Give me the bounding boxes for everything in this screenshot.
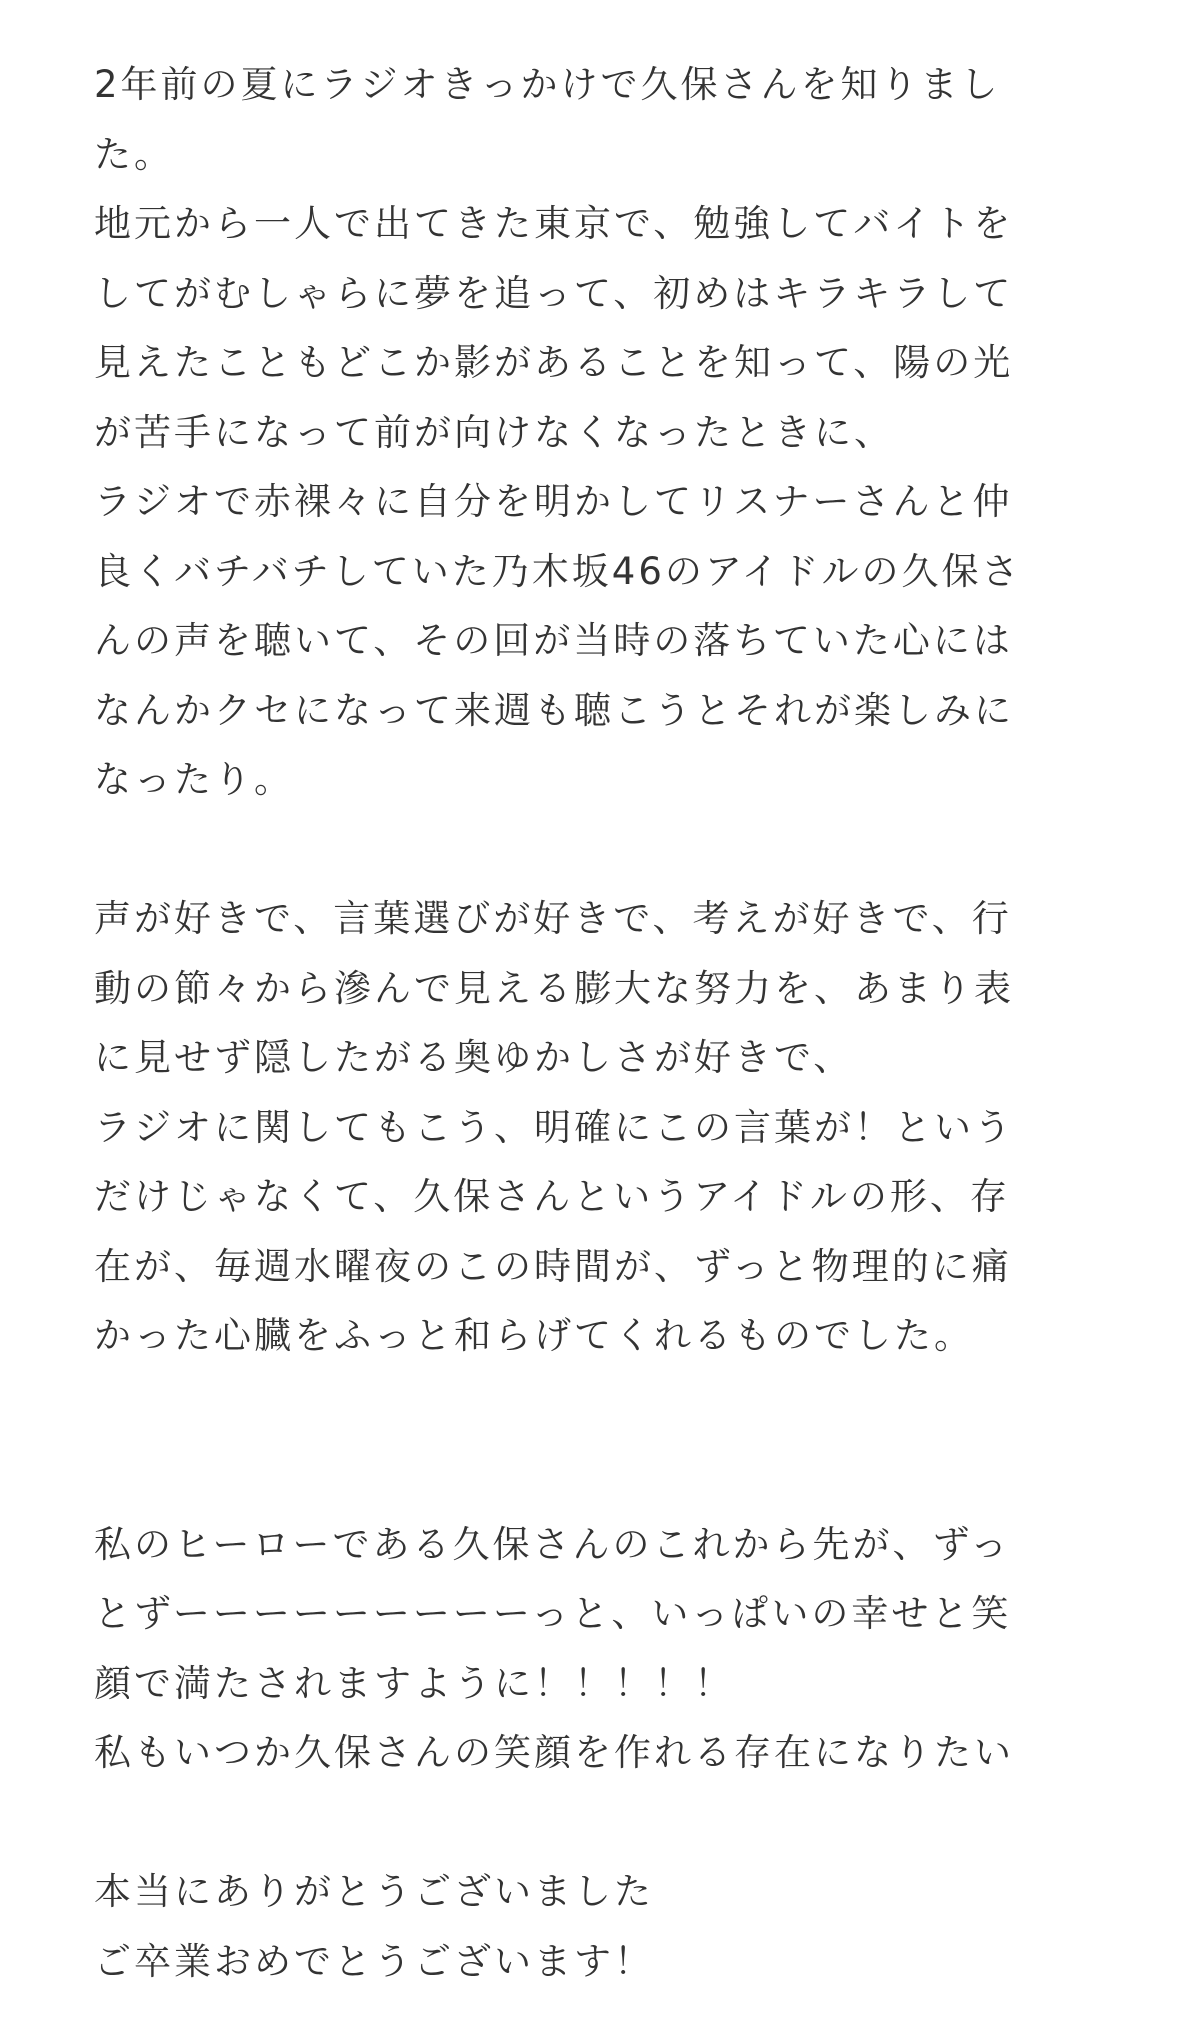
text-line: に見せず隠したがる奥ゆかしさが好きで、 <box>94 1036 854 1079</box>
text-line: 動の節々から滲んで見える膨大な努力を、あまり表 <box>94 966 1014 1010</box>
text-line: ラジオで赤裸々に自分を明かしてリスナーさんと仲 <box>94 480 1013 523</box>
text-line: ご卒業おめでとうございます！ <box>94 1939 654 1983</box>
message-body <box>94 50 1094 1996</box>
text-line: かった心臓をふっと和らげてくれるものでした。 <box>94 1314 974 1357</box>
text-line: 声が好きで、言葉選びが好きで、考えが好きで、行 <box>94 897 1012 940</box>
paragraph-3 <box>94 1510 1094 1788</box>
text-line: 良くバチバチしていた乃木坂46のアイドルの久保さ <box>94 549 1022 593</box>
paragraph-1 <box>94 50 1094 815</box>
text-line: だけじゃなくて、久保さんというアイドルの形、存 <box>94 1175 1010 1218</box>
text-line: 在が、毎週水曜夜のこの時間が、ずっと物理的に痛 <box>94 1244 1012 1288</box>
paragraph-spacer <box>94 1371 1094 1510</box>
text-line: 見えたこともどこか影があることを知って、陽の光 <box>94 341 1014 384</box>
text-line: が苦手になって前が向けなくなったときに、 <box>94 410 894 454</box>
paragraph-2 <box>94 884 1094 1371</box>
paragraph-4 <box>94 1857 1094 1996</box>
text-line: 2年前の夏にラジオきっかけで久保さんを知りまし <box>94 63 1001 106</box>
text-line: んの声を聴いて、その回が当時の落ちていた心には <box>94 619 1013 662</box>
text-line: 地元から一人で出てきた東京で、勉強してバイトを <box>94 202 1014 245</box>
text-line: とずーーーーーーーーーっと、いっぱいの幸せと笑 <box>94 1592 1012 1635</box>
text-line: ラジオに関してもこう、明確にこの言葉が！という <box>94 1105 1014 1149</box>
text-line: なったり。 <box>94 758 294 801</box>
text-line: 本当にありがとうございました <box>94 1870 654 1913</box>
text-line: 顔で満たされますように！！！！！ <box>94 1661 734 1705</box>
paragraph-spacer <box>94 815 1094 885</box>
text-line: 私もいつか久保さんの笑顔を作れる存在になりたい <box>94 1731 1014 1774</box>
text-line: た。 <box>94 132 174 176</box>
text-line: してがむしゃらに夢を追って、初めはキラキラして <box>94 271 1014 315</box>
paragraph-spacer <box>94 1788 1094 1858</box>
text-line: 私のヒーローである久保さんのこれから先が、ずっ <box>94 1522 1011 1566</box>
text-line: なんかクセになって来週も聴こうとそれが楽しみに <box>94 688 1014 732</box>
